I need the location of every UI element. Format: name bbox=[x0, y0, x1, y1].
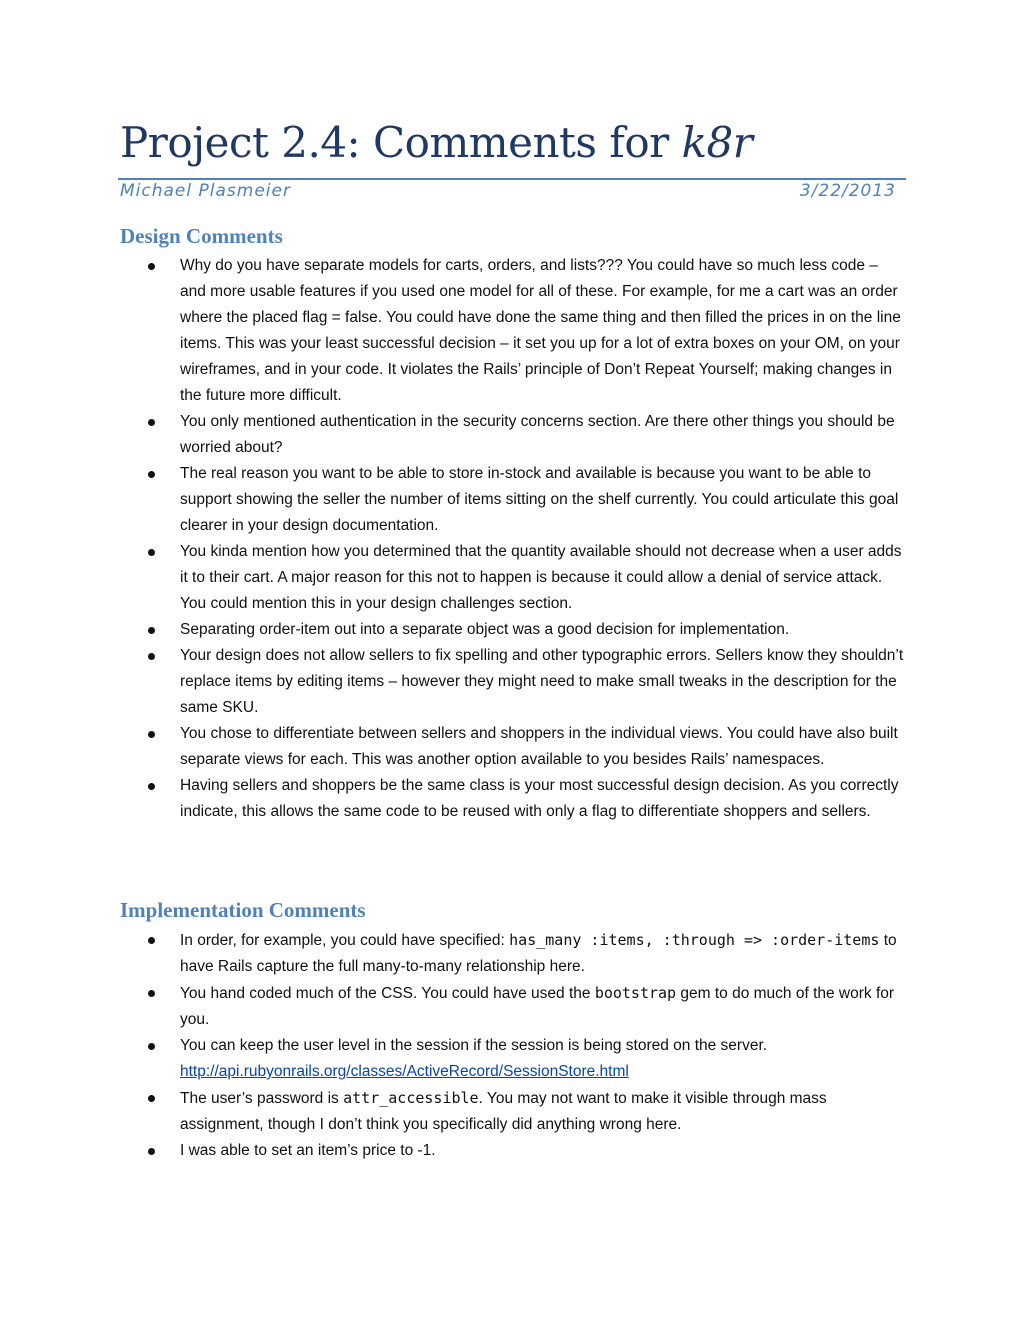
bullet-icon bbox=[148, 653, 155, 660]
code-snippet: bootstrap bbox=[594, 984, 677, 1002]
author-name: Michael Plasmeier bbox=[120, 181, 291, 201]
list-item bbox=[148, 1085, 908, 1138]
implementation-comments-list bbox=[148, 927, 908, 1164]
list-item bbox=[148, 409, 908, 461]
bullet-icon bbox=[148, 937, 155, 944]
bullet-icon bbox=[148, 1148, 155, 1155]
list-item-text: You only mentioned authentication in the security concerns section. Are there other things you should be worried about? bbox=[180, 413, 895, 456]
list-item-text: You hand coded much of the CSS. You could have used the bbox=[180, 985, 595, 1002]
list-item bbox=[148, 980, 908, 1033]
list-item-text: In order, for example, you could have specified: bbox=[180, 932, 510, 949]
bullet-icon bbox=[148, 1095, 155, 1102]
session-store-link[interactable]: http://api.rubyonrails.org/classes/ActiveRecord/SessionStore.html bbox=[180, 1063, 629, 1080]
list-item-text: You can keep the user level in the session if the session is being stored on the server. bbox=[180, 1037, 768, 1054]
list-item-text: I was able to set an item’s price to -1. bbox=[180, 1142, 436, 1159]
list-item-text: You chose to differentiate between sellers and shoppers in the individual views. You could have also built separate views for each. This was another option available to you besides Rails’ namespaces. bbox=[180, 725, 898, 768]
bullet-icon bbox=[148, 263, 155, 270]
bullet-icon bbox=[148, 731, 155, 738]
list-item-text: You kinda mention how you determined that the quantity available should not decrease when a user adds it to their cart. A major reason for this not to happen is because it could allow a denial of service attack. You could mention this in your design challenges section. bbox=[180, 543, 902, 612]
title-project-name: k8r bbox=[681, 118, 753, 167]
design-comments-list bbox=[148, 253, 908, 825]
list-item bbox=[148, 539, 908, 617]
code-snippet: has_many :items, :through => :order-items bbox=[509, 931, 880, 949]
list-item-text: Why do you have separate models for carts, orders, and lists??? You could have so much less code – and more usable features if you used one model for all of these. For example, for me a cart was an order where the placed flag = false. You could have done the same thing and then filled the prices in on the line items. This was your least successful decision – it set you up for a lot of extra boxes on your OM, on your wireframes, and in your code. It violates the Rails’ principle of Don’t Repeat Yourself; making changes in the future more difficult. bbox=[180, 257, 901, 404]
list-item-text: to have Rails capture the full many-to-many relationship here. bbox=[180, 932, 897, 975]
design-comments-heading: Design Comments bbox=[120, 224, 283, 248]
list-item-text: The user’s password is bbox=[180, 1090, 344, 1107]
list-item-text: gem to do much of the work for you. bbox=[180, 985, 895, 1028]
bullet-icon bbox=[148, 783, 155, 790]
list-item-text: Your design does not allow sellers to fix spelling and other typographic errors. Sellers know they shouldn’t replace items by editing items – however they might need to make small tweaks in the description for the same SKU. bbox=[180, 647, 904, 716]
list-item bbox=[148, 1033, 908, 1085]
list-item bbox=[148, 773, 908, 825]
list-item bbox=[148, 643, 908, 721]
bullet-icon bbox=[148, 549, 155, 556]
list-item bbox=[148, 1138, 908, 1164]
list-item bbox=[148, 617, 908, 643]
list-item bbox=[148, 253, 908, 409]
implementation-comments-heading: Implementation Comments bbox=[120, 898, 366, 922]
list-item bbox=[148, 461, 908, 539]
document-title bbox=[120, 118, 752, 168]
document-date: 3/22/2013 bbox=[799, 181, 896, 201]
bullet-icon bbox=[148, 1043, 155, 1050]
code-snippet: attr_accessible bbox=[343, 1089, 479, 1107]
bullet-icon bbox=[148, 990, 155, 997]
bullet-icon bbox=[148, 627, 155, 634]
title-main: Project 2.4: Comments for bbox=[120, 118, 682, 167]
title-underline bbox=[118, 178, 906, 180]
list-item bbox=[148, 927, 908, 980]
bullet-icon bbox=[148, 419, 155, 426]
list-item bbox=[148, 721, 908, 773]
list-item-text: . You may not want to make it visible through mass assignment, though I don’t think you specifically did anything wrong here. bbox=[180, 1090, 827, 1133]
list-item-text: Having sellers and shoppers be the same class is your most successful design decision. As you correctly indicate, this allows the same code to be reused with only a flag to differentiate shoppers and sellers. bbox=[180, 777, 899, 820]
bullet-icon bbox=[148, 471, 155, 478]
author-date-row bbox=[120, 181, 896, 201]
list-item-text: Separating order-item out into a separate object was a good decision for implementation. bbox=[180, 621, 790, 638]
list-item-text: The real reason you want to be able to store in-stock and available is because you want to be able to support showing the seller the number of items sitting on the shelf currently. You could articulate this goal clearer in your design documentation. bbox=[180, 465, 899, 534]
